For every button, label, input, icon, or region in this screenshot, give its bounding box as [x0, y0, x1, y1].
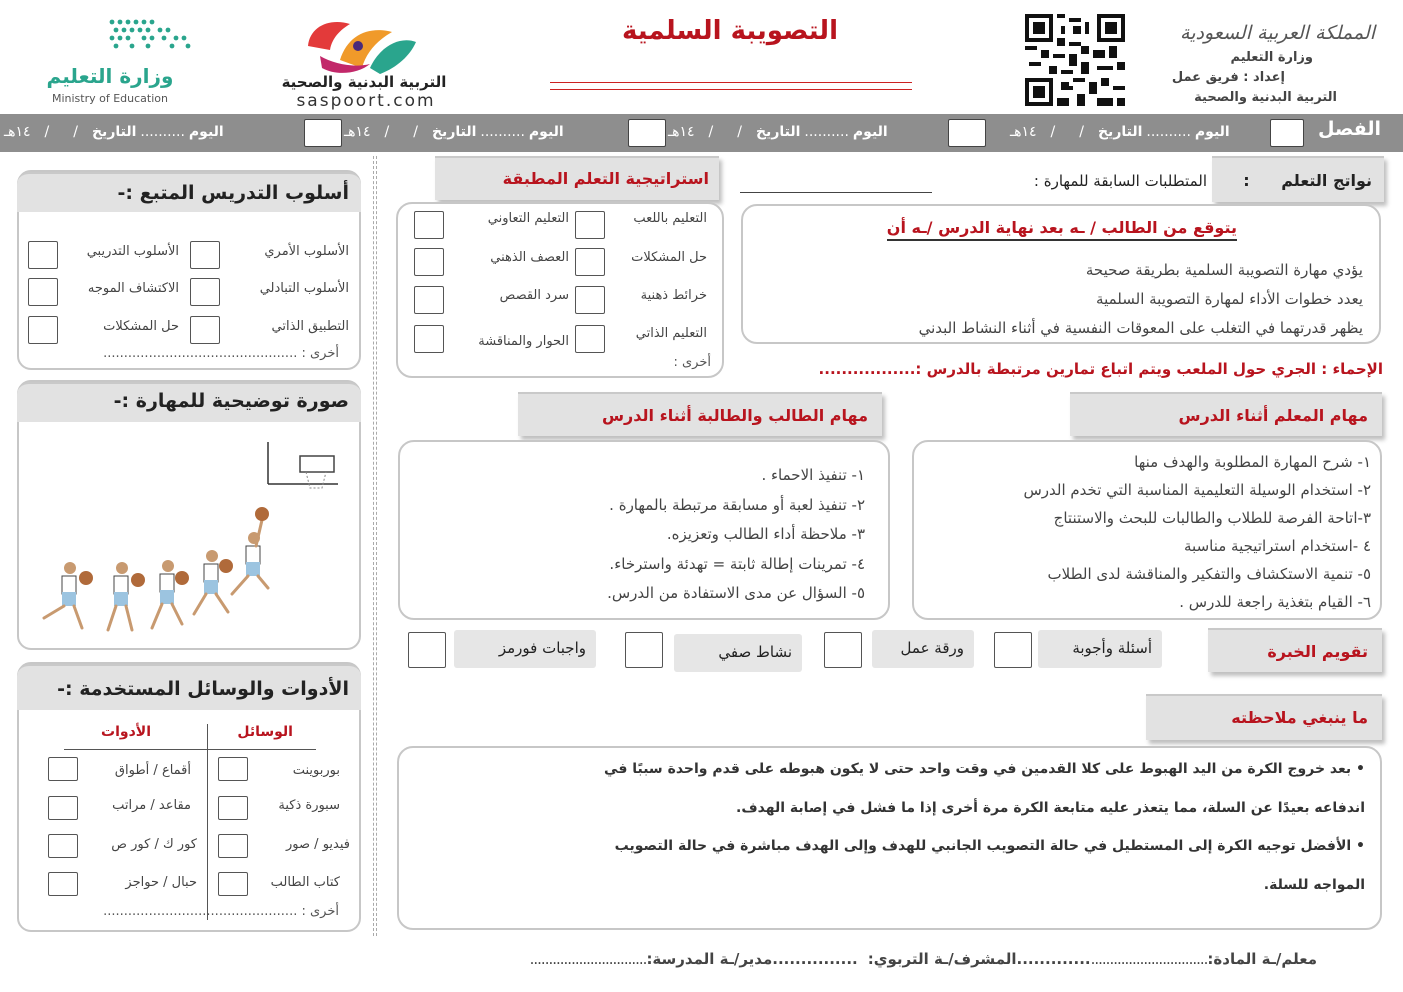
layup-sequence-image	[22, 428, 356, 644]
date-slash: /	[737, 124, 742, 140]
date-dots: ..........	[1146, 124, 1191, 140]
note-line: المواجه للسلة.	[1263, 876, 1365, 893]
tools-label: كور ك / كور ص	[111, 837, 197, 852]
date-slash: /	[73, 124, 78, 140]
tools-label: حبال / حواجز	[125, 875, 197, 890]
means-label: كتاب الطالب	[270, 875, 340, 890]
means-checkbox[interactable]	[218, 834, 248, 858]
principal-signature-label[interactable]: ...............مدير/ـة المدرسة:	[646, 950, 858, 968]
means-checkbox[interactable]	[218, 796, 248, 820]
ministry-label: وزارة التعليم	[1230, 50, 1313, 65]
evaluation-checkbox[interactable]	[408, 632, 446, 668]
date-slash: /	[413, 124, 418, 140]
teaching-tab: أسلوب التدريس المتبع :-	[17, 172, 361, 212]
day-checkbox[interactable]	[304, 119, 342, 147]
means-label: بوربوينت	[292, 763, 340, 778]
outcomes-tab-colon: :	[1243, 171, 1250, 190]
teaching-label: حل المشكلات	[103, 319, 179, 334]
strategy-checkbox[interactable]	[575, 325, 605, 353]
teaching-label: الأسلوب الأمري	[264, 244, 349, 259]
tools-column-rule	[207, 724, 208, 920]
strategy-checkbox[interactable]	[414, 211, 444, 239]
date-slash: /	[44, 124, 50, 140]
evaluation-label: أسئلة وأجوبة	[1072, 639, 1152, 657]
student-task-item: ٥- السؤال عن مدى الاستفادة من الدرس.	[607, 584, 865, 602]
tools-checkbox[interactable]	[48, 872, 78, 896]
title-underline	[550, 89, 912, 90]
evaluation-label: واجبات فورمز	[498, 639, 586, 657]
outcome-item: يظهر قدرتهما في التغلب على المعوقات النفسية في أثناء النشاط البدني	[918, 319, 1363, 337]
notes-text	[415, 750, 1365, 904]
strategy-checkbox[interactable]	[414, 248, 444, 276]
tools-checkbox[interactable]	[48, 757, 78, 781]
date-slash: /	[1050, 124, 1056, 140]
teacher-task-item: ٤ -استخدام استراتيجية مناسبة	[1184, 537, 1371, 555]
sports-logo-icon	[300, 16, 420, 78]
means-column-header: الوسائل	[237, 724, 293, 740]
student-task-item: ٣- ملاحظة أداء الطالب وتعزيزه.	[666, 525, 865, 543]
hijri-suffix: ١٤هـ	[344, 124, 371, 140]
principal-signature-dots[interactable]: ...............................	[529, 950, 647, 968]
teacher-task-item: ١- شرح المهارة المطلوبة والهدف منها	[1134, 453, 1371, 471]
day-label: اليوم	[188, 124, 224, 140]
evaluation-checkbox[interactable]	[625, 632, 663, 668]
day-checkbox[interactable]	[628, 119, 666, 147]
evaluation-label: ورقة عمل	[900, 639, 964, 657]
teacher-task-item: ٥- تنمية الاستكشاف والتفكير والمناقشة لدى الطلاب	[1047, 565, 1371, 583]
strategy-label: حل المشكلات	[631, 250, 707, 265]
prepared-by-label: إعداد : فريق عمل	[1171, 70, 1285, 85]
teaching-checkbox[interactable]	[28, 241, 58, 269]
teacher-tasks-list	[1023, 448, 1371, 616]
strategy-label: العصف الذهني	[490, 250, 569, 265]
tools-tab: الأدوات والوسائل المستخدمة :-	[17, 664, 361, 710]
student-task-item: ١- تنفيذ الاحماء .	[761, 466, 865, 484]
student-tasks-tab: مهام الطالب والطالبة أثناء الدرس	[518, 392, 882, 436]
date-label: التاريخ	[91, 124, 137, 140]
evaluation-option[interactable]	[1038, 630, 1162, 668]
teaching-checkbox[interactable]	[190, 241, 220, 269]
prerequisites-label: المتطلبات السابقة للمهارة :	[1033, 172, 1207, 190]
teacher-task-item: ٦- القيام بتغذية راجعة للدرس .	[1179, 593, 1371, 611]
evaluation-option[interactable]	[454, 630, 596, 668]
strategy-label: سرد القصص	[499, 288, 569, 303]
notes-tab: ما ينبغي ملاحظته	[1146, 694, 1382, 740]
date-group-1	[1010, 124, 1268, 140]
moe-logo-icon	[104, 16, 196, 60]
date-group-3	[344, 124, 626, 140]
note-line: • الأفضل توجيه الكرة إلى المستطيل في حالة التصويب الجانبي للهدف وإلى الهدف مباشرة في حالة التصويب	[614, 838, 1365, 854]
date-group-4	[4, 124, 302, 140]
outcomes-tab	[1212, 156, 1384, 202]
date-group-2	[668, 124, 948, 140]
teacher-tasks-tab: مهام المعلم أثناء الدرس	[1070, 392, 1382, 436]
teaching-other-label: أخرى :	[301, 346, 339, 361]
note-line: اندفاعه بعيدًا عن السلة، مما يتعذر عليه متابعة الكرة مرة أخرى إذا ما فشل في إصابة الهدف.	[736, 799, 1365, 816]
date-dots: ..........	[480, 124, 525, 140]
student-tasks-list	[607, 461, 865, 609]
strategy-label: التعليم الذاتي	[635, 326, 707, 341]
column-divider	[373, 156, 377, 936]
note-line: • بعد خروج الكرة من اليد الهبوط على كلا القدمين في وقت واحد حتى لا يكون هبوطه على قدم واحدة سببًا في	[604, 761, 1365, 777]
hijri-suffix: ١٤هـ	[668, 124, 695, 140]
strategy-label: التعليم باللعب	[633, 211, 707, 226]
strategy-checkbox[interactable]	[414, 325, 444, 353]
moe-name-ar: وزارة التعليم	[46, 64, 174, 88]
strategy-checkbox[interactable]	[575, 286, 605, 314]
tools-label: مقاعد / مراتب	[112, 798, 191, 813]
teaching-label: الأسلوب التبادلي	[259, 281, 349, 296]
prerequisites-line[interactable]	[740, 192, 932, 193]
teaching-checkbox[interactable]	[28, 316, 58, 344]
means-checkbox[interactable]	[218, 757, 248, 781]
outcome-item: يؤدي مهارة التصويبة السلمية بطريقة صحيحة	[1085, 261, 1363, 279]
student-task-item: ٢- تنفيذ لعبة أو مسابقة مرتبطة بالمهارة .	[609, 495, 865, 514]
teaching-label: التطبيق الذاتي	[271, 319, 349, 334]
tools-other-dots: ...............................................	[103, 904, 298, 919]
teaching-checkbox[interactable]	[190, 278, 220, 306]
strategy-label: الحوار والمناقشة	[478, 334, 569, 349]
tools-other-label: أخرى :	[301, 904, 339, 919]
outcomes-list	[919, 256, 1363, 343]
page-title: التصويبة السلمية	[622, 16, 838, 46]
evaluation-checkbox[interactable]	[824, 632, 862, 668]
brand-site: saspoort.com	[296, 91, 436, 111]
date-label: التاريخ	[1097, 124, 1143, 140]
title-underline	[550, 82, 912, 83]
date-label: التاريخ	[755, 124, 801, 140]
means-checkbox[interactable]	[218, 872, 248, 896]
day-label: اليوم	[1194, 124, 1230, 140]
strategies-tab: استراتيجية التعلم المطبقة	[435, 156, 719, 200]
evaluation-checkbox[interactable]	[994, 632, 1032, 668]
teaching-label: الأسلوب التدريبي	[86, 244, 179, 259]
evaluation-option[interactable]	[872, 630, 974, 668]
tools-other[interactable]	[103, 904, 339, 919]
date-slash: /	[708, 124, 714, 140]
teacher-task-item: ٣-اتاحة الفرصة للطلاب والطالبات للبحث والاستنتاج	[1053, 509, 1371, 527]
evaluation-tab: تقويم الخبرة	[1208, 628, 1382, 672]
hijri-suffix: ١٤هـ	[1010, 124, 1037, 140]
tools-checkbox[interactable]	[48, 834, 78, 858]
brand-name: التربية البدنية والصحية	[281, 73, 447, 91]
strategy-label: التعليم التعاوني	[487, 211, 569, 226]
hijri-suffix: ١٤هـ	[4, 124, 31, 140]
subject-label: التربية البدنية والصحية	[1194, 90, 1337, 105]
teaching-other[interactable]	[103, 346, 339, 361]
teacher-task-item: ٢- استخدام الوسيلة التعليمية المناسبة التي تخدم الدرس	[1023, 481, 1371, 499]
day-label: اليوم	[528, 124, 564, 140]
student-task-item: ٤- تمرينات إطالة ثابتة = تهدئة واسترخاء.	[609, 554, 865, 573]
teacher-signature-label: معلم/ـة المادة:	[1207, 950, 1317, 968]
signatures-row	[530, 950, 1317, 968]
date-label: التاريخ	[431, 124, 477, 140]
skill-image-tab: صورة توضيحية للمهارة :-	[17, 382, 361, 422]
class-checkbox[interactable]	[1270, 119, 1304, 147]
strategy-label: خرائط ذهنية	[640, 288, 707, 303]
day-label: اليوم	[852, 124, 888, 140]
date-dots: ..........	[140, 124, 185, 140]
date-slash: /	[1079, 124, 1084, 140]
evaluation-label: نشاط صفي	[718, 643, 792, 661]
teaching-checkbox[interactable]	[190, 316, 220, 344]
date-slash: /	[384, 124, 390, 140]
outcome-item: يعدد خطوات الأداء لمهارة التصويبة السلمية	[1096, 290, 1363, 308]
outcomes-lead: يتوقع من الطالب / ـه بعد نهاية الدرس /ـه أن	[887, 218, 1237, 241]
supervisor-signature-label[interactable]: .............المشرف/ـة التربوي:	[867, 950, 1091, 968]
teaching-checkbox[interactable]	[28, 278, 58, 306]
outcomes-tab-label: نواتج التعلم	[1281, 171, 1372, 190]
tools-label: أقماع / أطواق	[114, 763, 191, 778]
tools-column-header: الأدوات	[101, 724, 151, 740]
warmup-line: الإحماء : الجري حول الملعب ويتم اتباع تمارين مرتبطة بالدرس :.................	[818, 360, 1383, 378]
strategy-checkbox[interactable]	[414, 286, 444, 314]
teacher-signature-dots[interactable]: ...............................	[1090, 950, 1208, 968]
strategy-checkbox[interactable]	[575, 211, 605, 239]
kingdom-logo-text: المملكة العربية السعودية	[1180, 22, 1375, 44]
tools-checkbox[interactable]	[48, 796, 78, 820]
means-label: فيديو / صور	[286, 837, 350, 852]
class-label: الفصل	[1317, 118, 1381, 140]
date-dots: ..........	[804, 124, 849, 140]
qr-code-icon	[1025, 14, 1125, 106]
means-label: سبورة ذكية	[278, 798, 340, 813]
moe-name-en: Ministry of Education	[51, 92, 168, 105]
teaching-other-dots: ...............................................	[103, 346, 298, 361]
evaluation-option[interactable]	[674, 634, 802, 672]
strategy-checkbox[interactable]	[575, 248, 605, 276]
tools-header-rule	[64, 749, 316, 750]
strategy-other-label: أخرى :	[673, 355, 711, 370]
day-checkbox[interactable]	[948, 119, 986, 147]
teaching-label: الاكتشاف الموجه	[87, 281, 179, 296]
